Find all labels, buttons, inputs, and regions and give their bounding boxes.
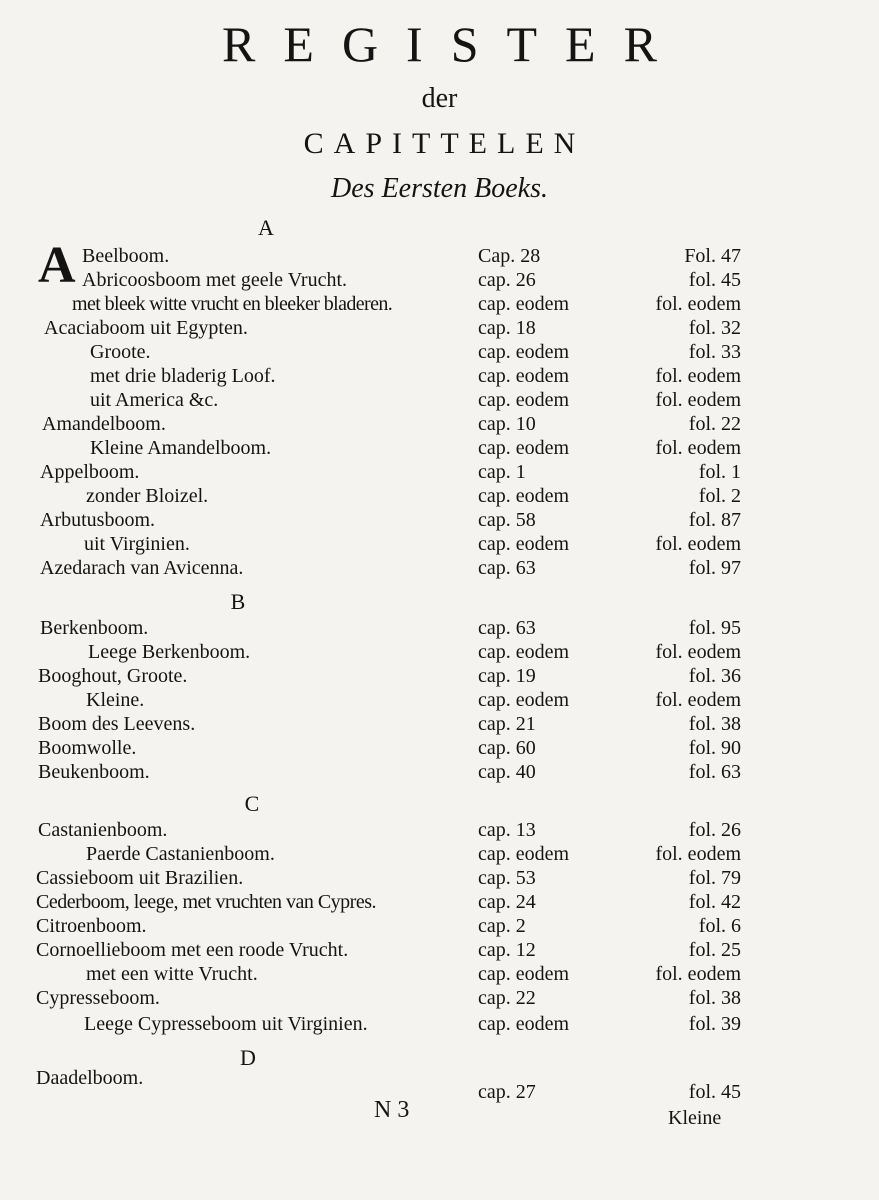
list-item xyxy=(0,556,879,580)
list-item xyxy=(0,962,879,986)
entry-name: Arbutusboom. xyxy=(40,509,155,531)
list-item xyxy=(0,664,879,688)
list-item xyxy=(0,340,879,364)
section-letter-d: D xyxy=(240,1045,256,1070)
entry-name: Kleine Amandelboom. xyxy=(90,437,272,459)
section-letter-a: A xyxy=(258,215,274,240)
entry-name: Daadelboom. xyxy=(36,1067,144,1089)
subtitle-capittelen: CAPITTELEN xyxy=(303,127,586,160)
entry-name: Amandelboom. xyxy=(42,413,166,435)
entry-name: met een witte Vrucht. xyxy=(86,963,258,985)
entry-fol: fol. eodem xyxy=(655,641,741,663)
entry-fol: fol. 63 xyxy=(688,761,741,783)
drop-cap: A xyxy=(38,237,76,294)
list-item xyxy=(0,890,879,914)
entry-fol: fol. 6 xyxy=(698,915,741,937)
entry-fol: fol. eodem xyxy=(655,689,741,711)
list-item xyxy=(0,842,879,866)
entry-fol: fol. eodem xyxy=(655,843,741,865)
list-item xyxy=(0,436,879,460)
entry-name: uit America &c. xyxy=(90,389,219,411)
entry-fol: fol. eodem xyxy=(655,963,741,985)
entry-name: Castanienboom. xyxy=(38,819,168,841)
entry-name: Beelboom. xyxy=(82,245,170,267)
entry-cap: cap. eodem xyxy=(478,641,570,663)
entry-name: zonder Bloizel. xyxy=(86,485,209,507)
entry-name: Appelboom. xyxy=(40,461,140,483)
entry-fol: fol. 33 xyxy=(688,341,741,363)
entry-cap: cap. eodem xyxy=(478,963,570,985)
entry-fol: fol. 25 xyxy=(688,939,741,961)
list-item xyxy=(0,508,879,532)
entry-cap: cap. 24 xyxy=(478,891,536,913)
entry-fol: fol. 90 xyxy=(688,737,741,759)
list-item xyxy=(0,484,879,508)
section-letter-b: B xyxy=(230,589,246,614)
entry-fol: fol. eodem xyxy=(655,533,741,555)
list-item xyxy=(0,688,879,712)
entry-name: met drie bladerig Loof. xyxy=(90,365,276,387)
entry-fol: fol. eodem xyxy=(655,437,741,459)
entry-cap: cap. 58 xyxy=(478,509,536,531)
list-item xyxy=(0,986,879,1010)
entry-cap: cap. 21 xyxy=(478,713,536,735)
entry-fol: fol. 45 xyxy=(688,1081,741,1103)
entry-name: Paerde Castanienboom. xyxy=(86,843,275,865)
list-item xyxy=(0,1012,879,1036)
entry-cap: Cap. 28 xyxy=(478,245,541,267)
entry-name: Citroenboom. xyxy=(36,915,147,937)
entry-fol: fol. 97 xyxy=(688,557,741,579)
entry-cap: cap. 63 xyxy=(478,617,536,639)
entry-fol: fol. 38 xyxy=(688,713,741,735)
entry-fol: fol. 22 xyxy=(688,413,741,435)
entry-name: Boomwolle. xyxy=(38,737,137,759)
entry-cap: cap. 13 xyxy=(478,819,536,841)
list-item xyxy=(0,760,879,784)
entry-cap: cap. 60 xyxy=(478,737,536,759)
entry-cap: cap. 22 xyxy=(478,987,536,1009)
catchword: Kleine xyxy=(668,1107,722,1129)
list-item xyxy=(0,364,879,388)
entry-cap: cap. 18 xyxy=(478,317,536,339)
entry-fol: fol. 2 xyxy=(698,485,741,507)
list-item xyxy=(0,292,879,316)
entry-cap: cap. eodem xyxy=(478,293,570,315)
entry-name: Cederboom, leege, met vruchten van Cypres. xyxy=(36,891,376,913)
entry-name: Leege Berkenboom. xyxy=(88,641,251,663)
entry-fol: fol. 87 xyxy=(688,509,741,531)
page-title: REGISTER xyxy=(222,16,685,72)
signature-mark: N 3 xyxy=(374,1097,410,1123)
entry-name: Beukenboom. xyxy=(38,761,150,783)
entry-cap: cap. 2 xyxy=(478,915,526,937)
subtitle-der: der xyxy=(421,83,458,114)
entry-fol: fol. eodem xyxy=(655,365,741,387)
entry-cap: cap. eodem xyxy=(478,389,570,411)
entry-name: Cassieboom uit Brazilien. xyxy=(36,867,244,889)
entry-cap: cap. eodem xyxy=(478,1013,570,1035)
list-item xyxy=(0,866,879,890)
entry-cap: cap. eodem xyxy=(478,485,570,507)
list-item xyxy=(0,244,879,268)
list-item xyxy=(0,268,879,292)
entry-name: Groote. xyxy=(90,341,151,363)
list-item xyxy=(0,532,879,556)
entry-fol: fol. 32 xyxy=(688,317,741,339)
list-item xyxy=(0,388,879,412)
entry-name: Abricoosboom met geele Vrucht. xyxy=(82,269,348,291)
entry-fol: fol. 45 xyxy=(688,269,741,291)
entry-fol: fol. 36 xyxy=(688,665,741,687)
entry-cap: cap. 1 xyxy=(478,461,526,483)
entry-name: Cornoellieboom met een roode Vrucht. xyxy=(36,939,349,961)
entry-cap: cap. 63 xyxy=(478,557,536,579)
entry-cap: cap. eodem xyxy=(478,689,570,711)
entry-fol: fol. 42 xyxy=(688,891,741,913)
list-item xyxy=(0,640,879,664)
entry-name: Kleine. xyxy=(86,689,145,711)
list-item xyxy=(0,460,879,484)
entry-fol: fol. 26 xyxy=(688,819,741,841)
entry-cap: cap. eodem xyxy=(478,341,570,363)
list-item xyxy=(0,1066,879,1103)
entry-fol: fol. 39 xyxy=(688,1013,741,1035)
entry-fol: fol. eodem xyxy=(655,389,741,411)
list-item xyxy=(0,914,879,938)
entry-cap: cap. 27 xyxy=(478,1081,536,1103)
entry-cap: cap. eodem xyxy=(478,437,570,459)
entry-cap: cap. eodem xyxy=(478,365,570,387)
entry-name: Leege Cypresseboom uit Virginien. xyxy=(84,1013,368,1035)
list-item xyxy=(0,712,879,736)
entry-fol: fol. 95 xyxy=(688,617,741,639)
list-item xyxy=(0,818,879,842)
entry-cap: cap. 40 xyxy=(478,761,536,783)
entry-name: Acaciaboom uit Egypten. xyxy=(44,317,248,339)
list-item xyxy=(0,938,879,962)
list-item xyxy=(0,412,879,436)
entry-fol: fol. 38 xyxy=(688,987,741,1009)
entry-fol: Fol. 47 xyxy=(684,245,741,267)
list-item xyxy=(0,736,879,760)
entry-name: Berkenboom. xyxy=(40,617,149,639)
entry-cap: cap. 12 xyxy=(478,939,536,961)
entry-cap: cap. 53 xyxy=(478,867,536,889)
section-letter-c: C xyxy=(244,791,260,816)
entry-name: Cypresseboom. xyxy=(36,987,160,1009)
subtitle-boeks: Des Eersten Boeks. xyxy=(331,173,548,204)
entry-fol: fol. 79 xyxy=(688,867,741,889)
entry-fol: fol. eodem xyxy=(655,293,741,315)
entry-name: Booghout, Groote. xyxy=(38,665,188,687)
entry-cap: cap. 26 xyxy=(478,269,536,291)
list-item xyxy=(0,616,879,640)
entry-name: Azedarach van Avicenna. xyxy=(40,557,244,579)
entry-cap: cap. eodem xyxy=(478,843,570,865)
entry-fol: fol. 1 xyxy=(698,461,741,483)
entry-name: uit Virginien. xyxy=(84,533,190,555)
entry-cap: cap. 10 xyxy=(478,413,536,435)
entry-cap: cap. eodem xyxy=(478,533,570,555)
entry-name: met bleek witte vrucht en bleeker bladeren. xyxy=(72,293,393,315)
entry-name: Boom des Leevens. xyxy=(38,713,196,735)
entry-cap: cap. 19 xyxy=(478,665,536,687)
list-item xyxy=(0,316,879,340)
